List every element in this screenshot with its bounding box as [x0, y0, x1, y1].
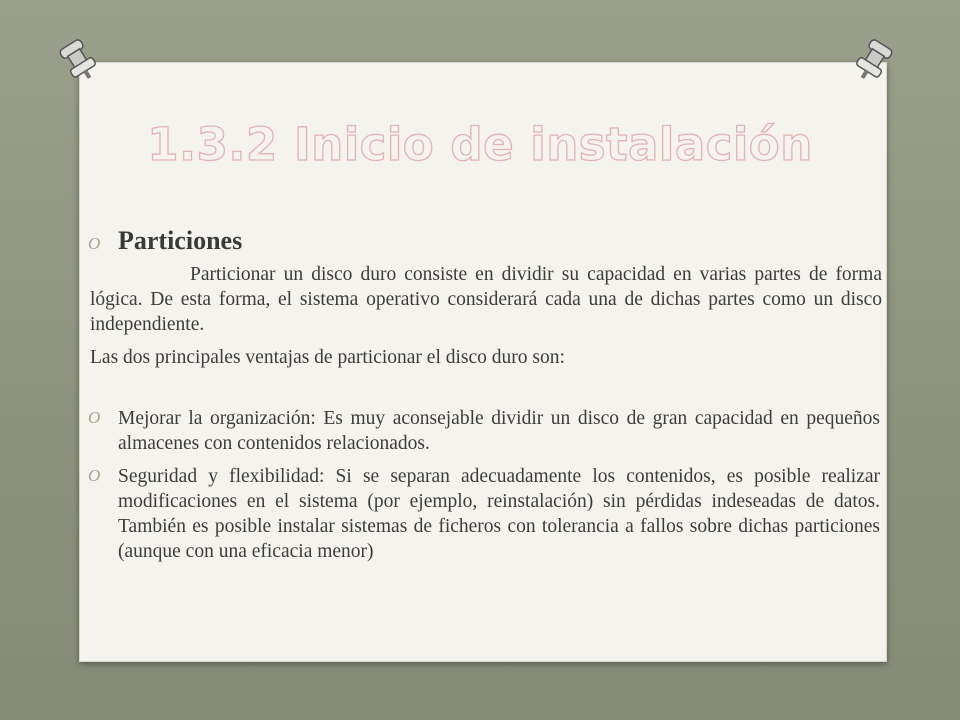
list-item [88, 464, 882, 564]
list-item-text: Seguridad y flexibilidad: Si se separan adecuadamente los contenidos, es posible realizar modificaciones en el sistema (por ejemplo, reinstalación) sin pérdidas indeseadas de datos. También es posible instalar sistemas de ficheros con tolerancia a fallos sobre dichas particiones (aunque con una eficacia menor) [118, 466, 880, 562]
paragraph-text: Particionar un disco duro consiste en dividir su capacidad en varias partes de forma lógica. De esta forma, el sistema operativo considerará cada una de dichas partes como un disco independiente. [90, 264, 882, 335]
heading-row [88, 226, 882, 256]
paragraph [90, 262, 882, 337]
list-item [88, 406, 882, 456]
bullet-icon: O [88, 234, 101, 253]
list-item-text: Mejorar la organización: Es muy aconsejable dividir un disco de gran capacidad en pequeños almacenes con contenidos relacionados. [118, 408, 880, 454]
advantages-list [88, 406, 882, 564]
bullet-icon: O [88, 408, 101, 427]
section-heading: Particiones [118, 226, 243, 255]
slide-title: 1.3.2 Inicio de instalación [147, 118, 813, 171]
slide-content [88, 226, 882, 572]
bullet-icon: O [88, 466, 101, 485]
intro-text: Las dos principales ventajas de particionar el disco duro son: [90, 347, 565, 368]
